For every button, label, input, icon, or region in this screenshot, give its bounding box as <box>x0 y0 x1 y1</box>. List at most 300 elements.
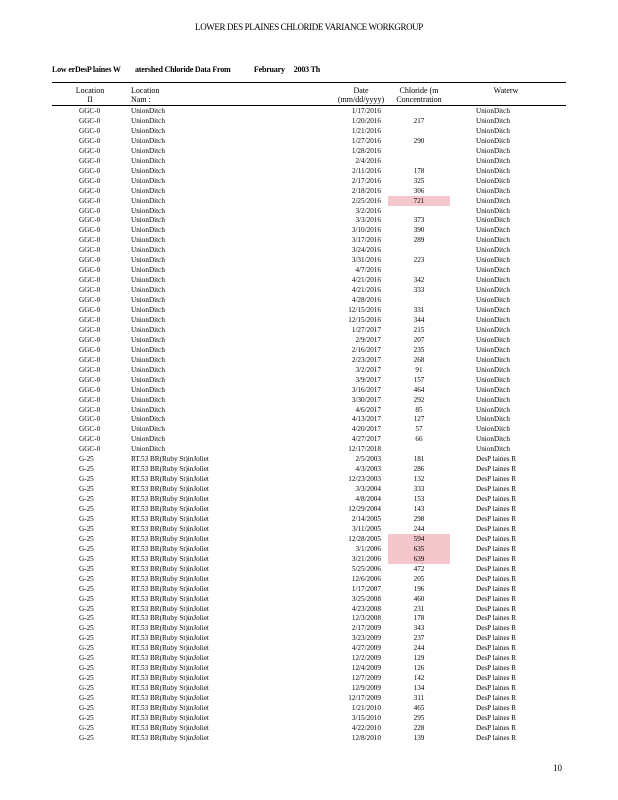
cell-date: 3/11/2005 <box>352 524 381 533</box>
cell-waterway: DesP laines R <box>476 723 517 732</box>
cell-date: 1/17/2007 <box>351 584 381 593</box>
cell-location-id: GGC-0 <box>79 435 101 444</box>
cell-location-id: G-25 <box>79 704 94 712</box>
cell-waterway: DesP laines R <box>476 604 517 613</box>
cell-date: 1/20/2016 <box>351 116 381 125</box>
cell-chloride: 344 <box>413 315 425 324</box>
cell-chloride: 235 <box>413 345 425 354</box>
cell-location-name: RT.53 BR(Ruby St)inJoliet <box>131 485 209 494</box>
table-row <box>0 335 618 345</box>
cell-location-id: GGC-0 <box>79 256 101 265</box>
cell-location-id: G-25 <box>79 694 94 703</box>
column-header-chloride-line2: Concentration <box>396 95 442 104</box>
cell-location-id: G-25 <box>79 505 94 513</box>
cell-location-id: G-25 <box>79 664 94 673</box>
cell-chloride: 635 <box>388 544 450 554</box>
table-row <box>0 544 618 554</box>
cell-chloride: 290 <box>413 136 425 145</box>
table-row <box>0 405 618 415</box>
column-header-date-line1: Date <box>353 86 369 95</box>
cell-date: 12/7/2009 <box>351 674 381 683</box>
cell-date: 3/10/2016 <box>351 226 381 235</box>
cell-location-id: GGC-0 <box>79 206 101 215</box>
cell-date: 4/27/2017 <box>351 435 381 444</box>
cell-location-id: G-25 <box>79 524 94 533</box>
cell-location-name: UnionDitch <box>131 107 165 115</box>
cell-location-id: GGC-0 <box>79 156 101 165</box>
cell-waterway: UnionDitch <box>476 286 510 295</box>
cell-location-name: UnionDitch <box>131 146 165 155</box>
cell-date: 3/25/2008 <box>351 594 381 603</box>
cell-location-name: RT.53 BR(Ruby St)inJoliet <box>131 694 209 703</box>
cell-location-name: UnionDitch <box>131 276 165 285</box>
table-row <box>0 494 618 504</box>
cell-chloride: 373 <box>413 216 425 225</box>
table-row <box>0 365 618 375</box>
cell-location-name: RT.53 BR(Ruby St)inJoliet <box>131 505 209 513</box>
cell-location-id: GGC-0 <box>79 107 101 115</box>
cell-location-id: G-25 <box>79 495 94 504</box>
cell-date: 3/9/2017 <box>355 375 381 384</box>
cell-date: 1/28/2016 <box>351 146 381 155</box>
column-header-location-id-line2: II <box>87 95 93 104</box>
cell-chloride: 331 <box>413 306 425 314</box>
cell-waterway: UnionDitch <box>476 236 510 245</box>
cell-location-name: UnionDitch <box>131 136 165 145</box>
cell-location-id: GGC-0 <box>79 196 101 205</box>
cell-date: 2/16/2017 <box>351 345 381 354</box>
table-row <box>0 524 618 534</box>
cell-location-id: G-25 <box>79 544 94 553</box>
cell-waterway: UnionDitch <box>476 216 510 225</box>
cell-waterway: UnionDitch <box>476 186 510 195</box>
table-row <box>0 514 618 524</box>
table-row <box>0 215 618 225</box>
cell-date: 4/20/2017 <box>351 425 381 434</box>
cell-waterway: UnionDitch <box>476 266 510 275</box>
cell-chloride: 129 <box>413 654 425 663</box>
cell-location-name: UnionDitch <box>131 166 165 175</box>
table-row <box>0 116 618 126</box>
cell-date: 2/18/2016 <box>351 186 381 195</box>
cell-location-name: UnionDitch <box>131 256 165 265</box>
cell-chloride: 237 <box>413 634 425 643</box>
cell-date: 2/14/2005 <box>351 514 381 523</box>
table-row <box>0 643 618 653</box>
cell-location-id: G-25 <box>79 654 94 663</box>
table-row <box>0 693 618 703</box>
cell-location-id: G-25 <box>79 594 94 603</box>
table-row <box>0 564 618 574</box>
cell-location-id: GGC-0 <box>79 236 101 245</box>
column-header-location-id-line1: Location <box>75 86 105 95</box>
table-row <box>0 305 618 315</box>
cell-location-id: G-25 <box>79 554 94 563</box>
cell-location-id: G-25 <box>79 604 94 613</box>
cell-waterway: DesP laines R <box>476 495 517 504</box>
cell-location-name: UnionDitch <box>131 415 165 424</box>
cell-waterway: DesP laines R <box>476 674 517 683</box>
cell-date: 12/17/2018 <box>348 445 381 454</box>
cell-location-id: GGC-0 <box>79 166 101 175</box>
cell-chloride: 134 <box>413 684 425 693</box>
cell-waterway: UnionDitch <box>476 276 510 285</box>
cell-waterway: DesP laines R <box>476 594 517 603</box>
cell-location-id: G-25 <box>79 564 94 573</box>
cell-location-id: G-25 <box>79 624 94 633</box>
cell-waterway: UnionDitch <box>476 196 510 205</box>
cell-waterway: DesP laines R <box>476 684 517 693</box>
cell-date: 3/2/2016 <box>355 206 381 215</box>
cell-waterway: UnionDitch <box>476 365 510 374</box>
cell-date: 4/28/2016 <box>351 296 381 305</box>
cell-chloride: 217 <box>413 116 425 125</box>
table-row <box>0 703 618 713</box>
cell-chloride: 139 <box>413 733 425 742</box>
cell-date: 3/24/2016 <box>351 246 381 255</box>
table-row <box>0 584 618 594</box>
cell-date: 12/9/2009 <box>351 684 381 693</box>
cell-date: 3/17/2016 <box>351 236 381 245</box>
cell-chloride: 472 <box>413 564 425 573</box>
cell-location-name: UnionDitch <box>131 226 165 235</box>
cell-date: 3/30/2017 <box>351 395 381 404</box>
cell-location-name: RT.53 BR(Ruby St)inJoliet <box>131 614 209 623</box>
table-row <box>0 594 618 604</box>
cell-date: 3/21/2006 <box>351 554 381 563</box>
cell-waterway: UnionDitch <box>476 325 510 334</box>
cell-waterway: DesP laines R <box>476 694 517 703</box>
cell-location-id: GGC-0 <box>79 116 101 125</box>
cell-chloride: 268 <box>413 355 425 364</box>
cell-location-name: RT.53 BR(Ruby St)inJoliet <box>131 664 209 673</box>
cell-waterway: DesP laines R <box>476 634 517 643</box>
cell-location-name: RT.53 BR(Ruby St)inJoliet <box>131 455 209 464</box>
cell-chloride: 91 <box>415 365 423 374</box>
table-row <box>0 713 618 723</box>
cell-location-name: RT.53 BR(Ruby St)inJoliet <box>131 733 209 742</box>
cell-chloride: 207 <box>413 335 425 344</box>
cell-location-name: RT.53 BR(Ruby St)inJoliet <box>131 564 209 573</box>
cell-location-name: UnionDitch <box>131 306 165 314</box>
cell-chloride: 127 <box>413 415 425 424</box>
table-row <box>0 146 618 156</box>
cell-waterway: DesP laines R <box>476 455 517 464</box>
cell-location-id: G-25 <box>79 634 94 643</box>
table-row <box>0 484 618 494</box>
table-row <box>0 534 618 544</box>
cell-chloride: 178 <box>413 614 425 623</box>
cell-chloride: 295 <box>413 713 425 722</box>
table-row <box>0 375 618 385</box>
cell-date: 12/17/2009 <box>348 694 381 703</box>
cell-location-id: GGC-0 <box>79 276 101 285</box>
cell-chloride: 342 <box>413 276 425 285</box>
table-row <box>0 225 618 235</box>
cell-date: 12/15/2016 <box>348 306 381 314</box>
cell-location-name: RT.53 BR(Ruby St)inJoliet <box>131 644 209 653</box>
cell-chloride: 132 <box>413 475 425 484</box>
cell-waterway: UnionDitch <box>476 335 510 344</box>
table-row <box>0 683 618 693</box>
cell-location-id: G-25 <box>79 534 94 543</box>
cell-waterway: UnionDitch <box>476 445 510 454</box>
cell-date: 2/17/2009 <box>351 624 381 633</box>
cell-location-name: UnionDitch <box>131 236 165 245</box>
cell-chloride: 178 <box>413 166 425 175</box>
cell-waterway: UnionDitch <box>476 306 510 314</box>
cell-chloride: 231 <box>413 604 425 613</box>
cell-location-id: GGC-0 <box>79 365 101 374</box>
cell-waterway: UnionDitch <box>476 226 510 235</box>
cell-waterway: DesP laines R <box>476 564 517 573</box>
cell-chloride: 289 <box>413 236 425 245</box>
cell-location-name: UnionDitch <box>131 345 165 354</box>
cell-chloride: 228 <box>413 723 425 732</box>
cell-waterway: DesP laines R <box>476 524 517 533</box>
cell-location-name: RT.53 BR(Ruby St)inJoliet <box>131 634 209 643</box>
cell-location-id: G-25 <box>79 465 94 474</box>
cell-date: 4/3/2003 <box>355 465 381 474</box>
cell-date: 12/8/2010 <box>351 733 381 742</box>
cell-chloride: 333 <box>413 286 425 295</box>
cell-date: 12/2/2009 <box>351 654 381 663</box>
cell-date: 12/23/2003 <box>348 475 381 484</box>
cell-chloride: 286 <box>413 465 425 474</box>
column-header-waterway <box>476 86 536 95</box>
cell-waterway: UnionDitch <box>476 256 510 265</box>
column-header-chloride-line1: Chloride (m <box>399 86 439 95</box>
cell-chloride: 333 <box>413 485 425 494</box>
cell-waterway: DesP laines R <box>476 624 517 633</box>
cell-location-id: GGC-0 <box>79 186 101 195</box>
cell-chloride: 594 <box>388 534 450 544</box>
table-row <box>0 385 618 395</box>
cell-date: 2/5/2003 <box>355 455 381 464</box>
cell-chloride: 298 <box>413 514 425 523</box>
cell-location-name: RT.53 BR(Ruby St)inJoliet <box>131 534 209 543</box>
cell-date: 3/23/2009 <box>351 634 381 643</box>
cell-location-id: G-25 <box>79 614 94 623</box>
cell-location-id: GGC-0 <box>79 136 101 145</box>
cell-chloride: 66 <box>415 435 423 444</box>
cell-waterway: UnionDitch <box>476 166 510 175</box>
cell-date: 12/15/2016 <box>348 315 381 324</box>
cell-location-id: GGC-0 <box>79 266 101 275</box>
table-row <box>0 574 618 584</box>
cell-location-id: GGC-0 <box>79 375 101 384</box>
table-row <box>0 255 618 265</box>
table-row <box>0 156 618 166</box>
cell-chloride: 181 <box>413 455 425 464</box>
table-row <box>0 345 618 355</box>
table-row <box>0 623 618 633</box>
cell-chloride: 153 <box>413 495 425 504</box>
cell-location-id: GGC-0 <box>79 335 101 344</box>
cell-date: 3/3/2004 <box>355 485 381 494</box>
cell-date: 3/31/2016 <box>351 256 381 265</box>
cell-waterway: UnionDitch <box>476 126 510 135</box>
cell-location-name: RT.53 BR(Ruby St)inJoliet <box>131 554 209 563</box>
table-row <box>0 434 618 444</box>
cell-date: 12/29/2004 <box>348 505 381 513</box>
cell-location-name: UnionDitch <box>131 196 165 205</box>
cell-location-name: RT.53 BR(Ruby St)inJoliet <box>131 674 209 683</box>
cell-location-name: RT.53 BR(Ruby St)inJoliet <box>131 514 209 523</box>
cell-location-name: RT.53 BR(Ruby St)inJoliet <box>131 495 209 504</box>
table-subtitle: Low erDesP laines W atershed Chloride Data From February 2003 Th <box>52 65 320 74</box>
cell-location-name: RT.53 BR(Ruby St)inJoliet <box>131 584 209 593</box>
table-row <box>0 166 618 176</box>
column-header-waterway-line1: Waterw <box>493 86 519 95</box>
cell-date: 2/17/2016 <box>351 176 381 185</box>
cell-waterway: UnionDitch <box>476 107 510 115</box>
cell-chloride: 343 <box>413 624 425 633</box>
cell-location-name: UnionDitch <box>131 355 165 364</box>
cell-waterway: DesP laines R <box>476 544 517 553</box>
column-header-location-name-line1: Location <box>131 86 160 95</box>
cell-location-id: GGC-0 <box>79 306 101 314</box>
cell-location-id: G-25 <box>79 485 94 494</box>
table-row <box>0 424 618 434</box>
cell-location-id: GGC-0 <box>79 395 101 404</box>
cell-location-name: UnionDitch <box>131 435 165 444</box>
cell-waterway: UnionDitch <box>476 355 510 364</box>
cell-location-name: RT.53 BR(Ruby St)inJoliet <box>131 524 209 533</box>
cell-location-id: GGC-0 <box>79 425 101 434</box>
table-row <box>0 414 618 424</box>
cell-waterway: UnionDitch <box>476 405 510 414</box>
cell-location-name: RT.53 BR(Ruby St)inJoliet <box>131 604 209 613</box>
cell-date: 12/6/2006 <box>351 574 381 583</box>
table-row <box>0 126 618 136</box>
cell-chloride: 325 <box>413 176 425 185</box>
cell-location-id: GGC-0 <box>79 445 101 454</box>
cell-waterway: UnionDitch <box>476 116 510 125</box>
cell-location-id: GGC-0 <box>79 286 101 295</box>
table-row <box>0 295 618 305</box>
table-row <box>0 395 618 405</box>
cell-waterway: UnionDitch <box>476 345 510 354</box>
cell-location-id: GGC-0 <box>79 296 101 305</box>
table-row <box>0 723 618 733</box>
cell-waterway: DesP laines R <box>476 713 517 722</box>
table-row <box>0 245 618 255</box>
cell-chloride: 460 <box>413 594 425 603</box>
cell-date: 3/2/2017 <box>355 365 381 374</box>
table-top-rule <box>52 82 566 83</box>
cell-chloride: 721 <box>388 196 450 206</box>
column-header-date-line2: (mm/dd/yyyy) <box>337 95 385 104</box>
cell-location-id: GGC-0 <box>79 385 101 394</box>
cell-waterway: DesP laines R <box>476 534 517 543</box>
cell-location-id: G-25 <box>79 574 94 583</box>
cell-chloride: 464 <box>413 385 425 394</box>
cell-waterway: UnionDitch <box>476 136 510 145</box>
cell-date: 3/1/2006 <box>355 544 381 553</box>
cell-date: 4/23/2008 <box>351 604 381 613</box>
cell-waterway: DesP laines R <box>476 664 517 673</box>
cell-location-name: UnionDitch <box>131 445 165 454</box>
table-row <box>0 285 618 295</box>
cell-location-id: GGC-0 <box>79 176 101 185</box>
cell-waterway: DesP laines R <box>476 514 517 523</box>
cell-date: 4/7/2016 <box>355 266 381 275</box>
cell-location-name: UnionDitch <box>131 206 165 215</box>
cell-location-name: UnionDitch <box>131 286 165 295</box>
cell-date: 4/22/2010 <box>351 723 381 732</box>
cell-waterway: UnionDitch <box>476 146 510 155</box>
cell-date: 1/21/2010 <box>351 704 381 712</box>
table-row <box>0 653 618 663</box>
table-row <box>0 733 618 743</box>
cell-date: 12/4/2009 <box>351 664 381 673</box>
cell-location-id: GGC-0 <box>79 216 101 225</box>
cell-waterway: UnionDitch <box>476 156 510 165</box>
column-header-chloride <box>387 86 451 104</box>
cell-chloride: 465 <box>413 704 425 712</box>
table-row <box>0 504 618 514</box>
cell-date: 4/21/2016 <box>351 276 381 285</box>
cell-location-name: RT.53 BR(Ruby St)inJoliet <box>131 654 209 663</box>
table-row <box>0 673 618 683</box>
cell-waterway: DesP laines R <box>476 574 517 583</box>
cell-chloride: 196 <box>413 584 425 593</box>
cell-chloride: 85 <box>415 405 423 414</box>
table-row <box>0 444 618 454</box>
cell-waterway: DesP laines R <box>476 584 517 593</box>
cell-chloride: 306 <box>413 186 425 195</box>
cell-chloride: 57 <box>415 425 423 434</box>
cell-location-name: UnionDitch <box>131 116 165 125</box>
cell-location-name: UnionDitch <box>131 246 165 255</box>
cell-location-id: GGC-0 <box>79 246 101 255</box>
cell-date: 2/25/2016 <box>351 196 381 205</box>
table-row <box>0 454 618 464</box>
cell-location-id: GGC-0 <box>79 315 101 324</box>
cell-waterway: DesP laines R <box>476 485 517 494</box>
cell-date: 1/27/2017 <box>351 325 381 334</box>
cell-chloride: 639 <box>388 554 450 564</box>
cell-location-name: UnionDitch <box>131 405 165 414</box>
cell-location-name: UnionDitch <box>131 266 165 275</box>
cell-chloride: 292 <box>413 395 425 404</box>
cell-chloride: 126 <box>413 664 425 673</box>
document-title: LOWER DES PLAINES CHLORIDE VARIANCE WORKGROUP <box>195 22 423 32</box>
cell-date: 3/3/2016 <box>355 216 381 225</box>
cell-location-name: RT.53 BR(Ruby St)inJoliet <box>131 704 209 712</box>
table-row <box>0 613 618 623</box>
cell-date: 12/28/2005 <box>348 534 381 543</box>
cell-location-id: GGC-0 <box>79 226 101 235</box>
cell-chloride: 205 <box>413 574 425 583</box>
cell-waterway: DesP laines R <box>476 733 517 742</box>
cell-location-id: GGC-0 <box>79 146 101 155</box>
cell-location-id: GGC-0 <box>79 325 101 334</box>
cell-location-name: RT.53 BR(Ruby St)inJoliet <box>131 723 209 732</box>
cell-waterway: UnionDitch <box>476 435 510 444</box>
table-row <box>0 235 618 245</box>
cell-chloride: 390 <box>413 226 425 235</box>
cell-chloride: 215 <box>413 325 425 334</box>
cell-location-name: UnionDitch <box>131 385 165 394</box>
cell-date: 4/27/2009 <box>351 644 381 653</box>
cell-date: 1/17/2016 <box>351 107 381 115</box>
column-header-location-name <box>131 86 159 104</box>
cell-date: 4/13/2017 <box>351 415 381 424</box>
cell-location-id: GGC-0 <box>79 126 101 135</box>
cell-waterway: DesP laines R <box>476 614 517 623</box>
